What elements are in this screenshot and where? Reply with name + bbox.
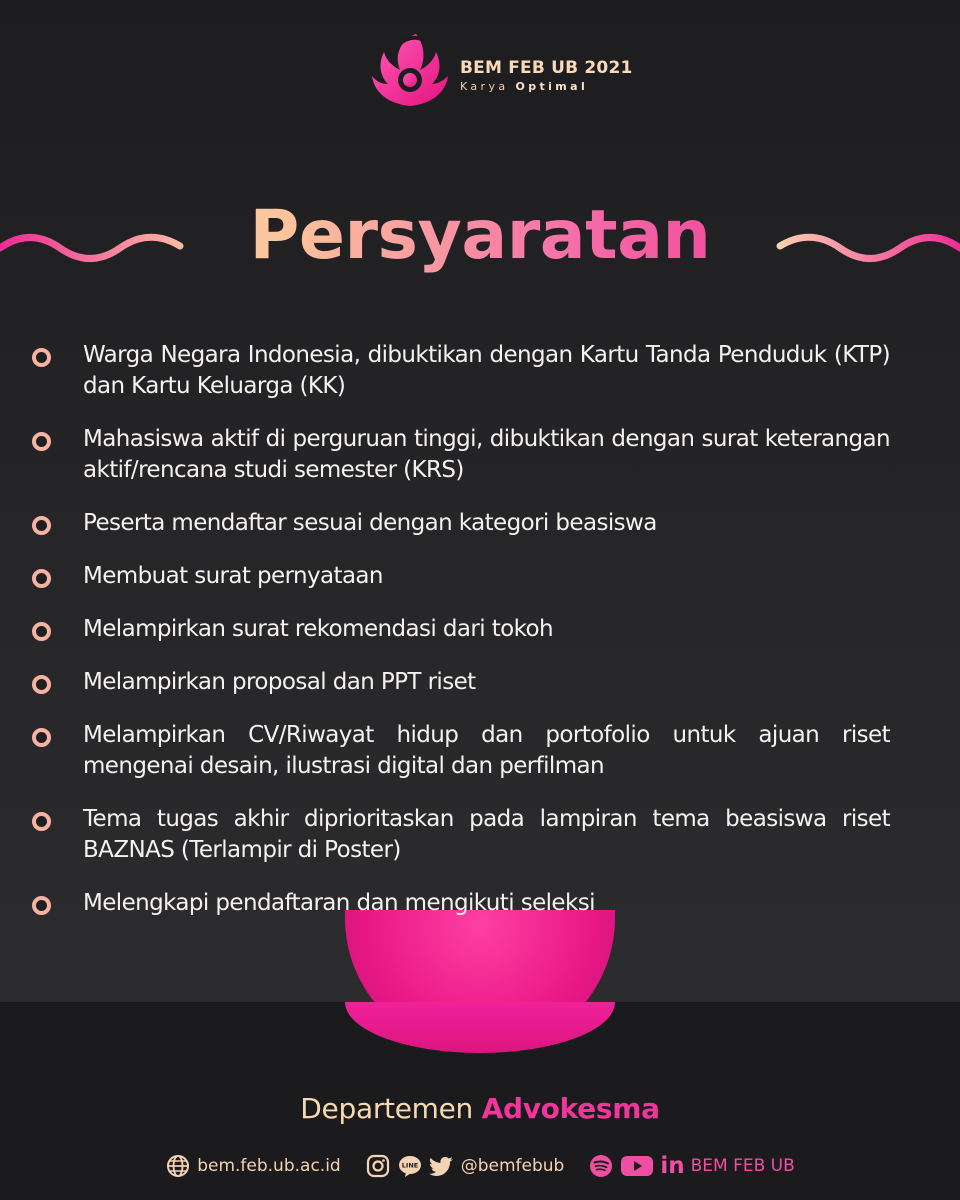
bullet-ring-icon <box>32 896 51 915</box>
bullet-ring-icon <box>32 569 51 588</box>
list-item <box>28 561 890 592</box>
requirement-text: Melampirkan proposal dan PPT riset <box>83 669 476 695</box>
wave-right-decoration <box>775 226 960 266</box>
globe-icon <box>165 1153 191 1179</box>
footer-links <box>0 1150 960 1182</box>
page-title: Persyaratan <box>0 196 960 275</box>
line-icon[interactable] <box>397 1153 423 1179</box>
requirement-text: Mahasiswa aktif di perguruan tinggi, dibuktikan dengan surat keterangan aktif/rencana studi semester (KRS) <box>83 426 890 483</box>
requirement-text: Melengkapi pendaftaran dan mengikuti seleksi <box>83 890 595 916</box>
youtube-icon[interactable] <box>620 1153 654 1179</box>
bem-logo-icon <box>372 30 450 110</box>
list-item <box>28 340 890 402</box>
list-item <box>28 508 890 539</box>
list-item <box>28 614 890 645</box>
brand-tag-karya: Karya <box>460 80 509 93</box>
requirement-text: Membuat surat pernyataan <box>83 563 383 589</box>
list-item <box>28 424 890 486</box>
bullet-ring-icon <box>32 432 51 451</box>
brand-tagline <box>460 80 633 93</box>
website-link[interactable]: bem.feb.ub.ac.id <box>197 1156 341 1176</box>
list-item <box>28 804 890 866</box>
requirement-text: Tema tugas akhir diprioritaskan pada lampiran tema beasiswa riset BAZNAS (Terlampir di Poster) <box>83 806 890 863</box>
line-icon-label: LINE <box>401 1161 418 1170</box>
department-name: Advokesma <box>481 1092 660 1125</box>
requirement-text: Warga Negara Indonesia, dibuktikan dengan Kartu Tanda Penduduk (KTP) dan Kartu Keluarga (KK) <box>83 342 890 399</box>
requirement-text: Melampirkan surat rekomendasi dari tokoh <box>83 616 553 642</box>
bullet-ring-icon <box>32 675 51 694</box>
social-handle[interactable]: @bemfebub <box>460 1156 565 1176</box>
linkedin-icon[interactable]: in <box>660 1153 685 1179</box>
bullet-ring-icon <box>32 622 51 641</box>
list-item <box>28 888 890 919</box>
instagram-icon[interactable] <box>365 1153 391 1179</box>
department-prefix: Departemen <box>300 1092 473 1125</box>
list-item <box>28 667 890 698</box>
bullet-ring-icon <box>32 728 51 747</box>
bullet-ring-icon <box>32 516 51 535</box>
channel-name[interactable]: BEM FEB UB <box>690 1156 795 1176</box>
twitter-icon[interactable] <box>429 1153 455 1179</box>
bullet-ring-icon <box>32 812 51 831</box>
brand-block <box>460 58 633 93</box>
department-label <box>0 1092 960 1125</box>
bullet-ring-icon <box>32 348 51 367</box>
list-item <box>28 720 890 782</box>
spotify-icon[interactable] <box>588 1153 614 1179</box>
requirement-text: Peserta mendaftar sesuai dengan kategori beasiswa <box>83 510 657 536</box>
brand-tag-optimal: Optimal <box>515 80 589 93</box>
brand-name: BEM FEB UB 2021 <box>460 58 633 78</box>
requirement-text: Melampirkan CV/Riwayat hidup dan portofolio untuk ajuan riset mengenai desain, ilustrasi digital dan perfilman <box>83 722 890 779</box>
requirements-list <box>28 340 890 941</box>
